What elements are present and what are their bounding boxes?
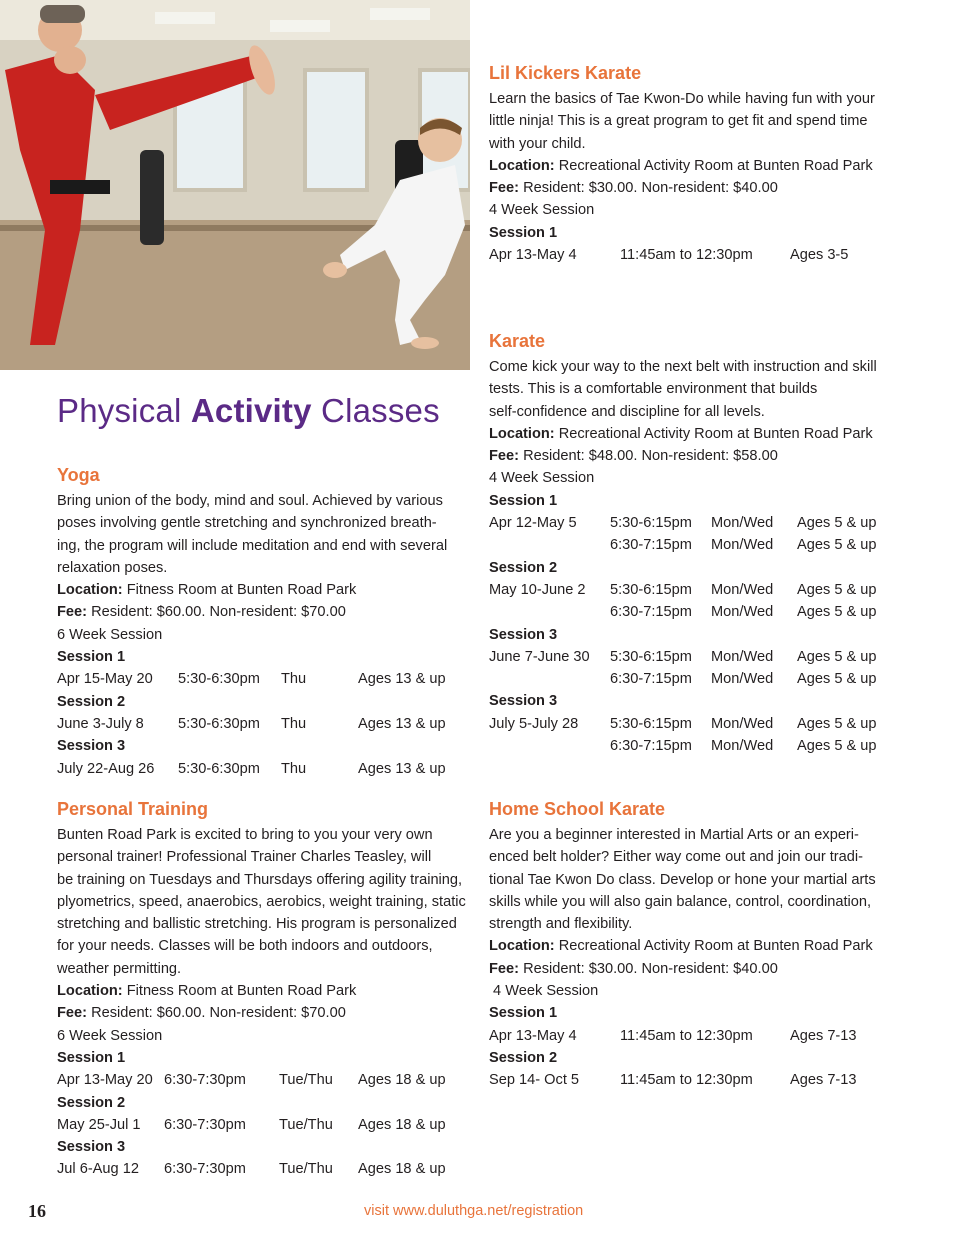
session-ages: Ages 5 & up xyxy=(797,537,877,554)
session-time: 11:45am to 12:30pm xyxy=(620,1072,753,1089)
session-dates: Apr 12-May 5 xyxy=(489,515,577,532)
session-ages: Ages 18 & up xyxy=(358,1072,446,1089)
session-time: 6:30-7:15pm xyxy=(610,604,692,621)
session-ages: Ages 18 & up xyxy=(358,1161,446,1178)
session-days: Mon/Wed xyxy=(711,648,774,665)
fee-line xyxy=(489,445,919,467)
session-row xyxy=(489,601,919,623)
session-row xyxy=(489,713,919,735)
page-number: 16 xyxy=(28,1201,46,1221)
session-label: Session 1 xyxy=(57,1049,126,1066)
session-time: 5:30-6:30pm xyxy=(178,760,260,777)
session-days: Tue/Thu xyxy=(279,1161,333,1178)
session-dates: Apr 13-May 4 xyxy=(489,1027,577,1044)
session-days: Mon/Wed xyxy=(711,581,774,598)
session-ages: Ages 5 & up xyxy=(797,671,877,688)
fee-value: Resident: $30.00. Non-resident: $40.00 xyxy=(519,180,778,197)
session-row xyxy=(57,1069,477,1091)
session-days: Tue/Thu xyxy=(279,1072,333,1089)
desc-line: Bunten Road Park is excited to bring to you your very own xyxy=(57,827,433,843)
session-label: Session 3 xyxy=(57,738,126,755)
location-label: Location: xyxy=(489,425,555,442)
session-days: Mon/Wed xyxy=(711,715,774,732)
section-title: Yoga xyxy=(57,465,100,485)
session-time: 5:30-6:15pm xyxy=(610,715,692,732)
session-row xyxy=(57,668,477,690)
desc-line: tional Tae Kwon Do class. Develop or hone your martial arts xyxy=(489,871,876,888)
karate-kick-photo xyxy=(0,0,470,370)
session-time: 6:30-7:30pm xyxy=(164,1072,246,1089)
session-label: Session 1 xyxy=(57,649,126,666)
session-row xyxy=(57,713,477,735)
lil-kickers-section xyxy=(489,61,919,266)
location-value: Recreational Activity Room at Bunten Road Park xyxy=(554,425,873,442)
fee-line xyxy=(489,958,919,980)
desc-line: weather permitting. xyxy=(57,960,182,977)
session-ages: Ages 3-5 xyxy=(790,247,849,264)
session-days: Mon/Wed xyxy=(711,671,774,688)
session-dates: June 7-June 30 xyxy=(489,648,590,665)
session-ages: Ages 5 & up xyxy=(797,604,877,621)
session-row xyxy=(489,244,919,266)
location-label: Location: xyxy=(57,983,123,1000)
session-days: Thu xyxy=(281,671,307,688)
session-days: Thu xyxy=(281,760,307,777)
session-dates: Apr 13-May 4 xyxy=(489,247,577,264)
location-line xyxy=(489,935,919,957)
fee-value: Resident: $60.00. Non-resident: $70.00 xyxy=(87,604,346,621)
desc-line: stretching and ballistic stretching. His program is personalized xyxy=(57,916,457,933)
duration: 4 Week Session xyxy=(489,470,595,487)
fee-line xyxy=(57,1002,477,1024)
home-school-karate-section xyxy=(489,797,919,1092)
fee-label: Fee: xyxy=(57,1005,88,1022)
session-ages: Ages 5 & up xyxy=(797,738,877,755)
desc-line: for your needs. Classes will be both indoors and outdoors, xyxy=(57,938,433,955)
title-bold: Activity xyxy=(190,392,312,429)
section-title: Lil Kickers Karate xyxy=(489,63,642,83)
session-time: 6:30-7:30pm xyxy=(164,1116,246,1133)
session-row xyxy=(489,668,919,690)
session-label: Session 2 xyxy=(489,1049,558,1066)
session-time: 6:30-7:15pm xyxy=(610,537,692,554)
session-row xyxy=(489,534,919,556)
session-label: Session 2 xyxy=(489,559,558,576)
personal-training-section xyxy=(57,797,477,1181)
fee-value: Resident: $60.00. Non-resident: $70.00 xyxy=(87,1005,346,1022)
session-label: Session 1 xyxy=(489,492,558,509)
fee-label: Fee: xyxy=(57,604,88,621)
duration: 6 Week Session xyxy=(57,1027,163,1044)
fee-line xyxy=(57,601,477,623)
session-ages: Ages 5 & up xyxy=(797,648,877,665)
session-row xyxy=(57,1114,477,1136)
duration: 4 Week Session xyxy=(489,202,595,219)
location-line xyxy=(57,579,477,601)
session-days: Mon/Wed xyxy=(711,537,774,554)
session-days: Mon/Wed xyxy=(711,738,774,755)
location-label: Location: xyxy=(489,938,555,955)
session-days: Tue/Thu xyxy=(279,1116,333,1133)
session-time: 5:30-6:30pm xyxy=(178,671,260,688)
session-label: Session 3 xyxy=(489,693,558,710)
session-ages: Ages 5 & up xyxy=(797,515,877,532)
session-row xyxy=(489,512,919,534)
duration: 4 Week Session xyxy=(489,983,599,1000)
session-dates: May 10-June 2 xyxy=(489,581,586,598)
session-row xyxy=(489,646,919,668)
session-label: Session 3 xyxy=(489,626,558,643)
desc-line: Bring union of the body, mind and soul. Achieved by various xyxy=(57,493,443,509)
session-ages: Ages 5 & up xyxy=(797,715,877,732)
session-time: 11:45am to 12:30pm xyxy=(620,247,753,264)
session-row xyxy=(57,758,477,780)
duration: 6 Week Session xyxy=(57,626,163,643)
location-value: Recreational Activity Room at Bunten Road Park xyxy=(554,157,873,174)
title-suffix: Classes xyxy=(311,392,440,429)
fee-label: Fee: xyxy=(489,960,520,977)
location-line xyxy=(489,155,919,177)
session-label: Session 2 xyxy=(57,693,126,710)
session-ages: Ages 13 & up xyxy=(358,715,446,732)
session-ages: Ages 7-13 xyxy=(790,1027,857,1044)
location-label: Location: xyxy=(57,582,123,599)
session-time: 6:30-7:30pm xyxy=(164,1161,246,1178)
desc-line: strength and flexibility. xyxy=(489,916,633,933)
session-dates: July 22-Aug 26 xyxy=(57,760,155,777)
session-label: Session 1 xyxy=(489,1005,558,1022)
fee-value: Resident: $48.00. Non-resident: $58.00 xyxy=(519,448,778,465)
desc-line: ing, the program will include meditation and end with several xyxy=(57,537,448,554)
session-days: Mon/Wed xyxy=(711,604,774,621)
fee-label: Fee: xyxy=(489,180,520,197)
section-title: Karate xyxy=(489,331,546,351)
session-ages: Ages 5 & up xyxy=(797,581,877,598)
desc-line: relaxation poses. xyxy=(57,559,168,576)
desc-line: Are you a beginner interested in Martial Arts or an experi- xyxy=(489,827,859,843)
desc-line: enced belt holder? Either way come out and join our tradi- xyxy=(489,849,863,866)
session-days: Mon/Wed xyxy=(711,515,774,532)
session-time: 5:30-6:15pm xyxy=(610,648,692,665)
fee-line xyxy=(489,177,919,199)
session-row xyxy=(489,579,919,601)
desc-line: skills while you will also gain balance, control, coordination, xyxy=(489,893,872,910)
title-prefix: Physical xyxy=(57,392,191,429)
session-time: 5:30-6:30pm xyxy=(178,715,260,732)
desc-line: poses involving gentle stretching and synchronized breath- xyxy=(57,515,437,532)
session-days: Thu xyxy=(281,715,307,732)
desc-line: be training on Tuesdays and Thursdays offering agility training, xyxy=(57,871,463,888)
session-time: 6:30-7:15pm xyxy=(610,671,692,688)
page-title xyxy=(57,392,440,430)
session-row xyxy=(489,735,919,757)
section-title: Home School Karate xyxy=(489,799,666,819)
fee-value: Resident: $30.00. Non-resident: $40.00 xyxy=(519,960,778,977)
section-title: Personal Training xyxy=(57,799,209,819)
desc-line: plyometrics, speed, anaerobics, aerobics, weight training, static xyxy=(57,893,466,910)
session-row xyxy=(489,1069,919,1091)
session-dates: Apr 15-May 20 xyxy=(57,671,153,688)
session-ages: Ages 18 & up xyxy=(358,1116,446,1133)
desc-line: tests. This is a comfortable environment that builds xyxy=(489,381,818,398)
desc-line: personal trainer! Professional Trainer Charles Teasley, will xyxy=(57,849,432,866)
registration-link[interactable]: visit www.duluthga.net/registration xyxy=(364,1203,584,1219)
desc-line: Come kick your way to the next belt with instruction and skill xyxy=(489,359,877,375)
session-time: 6:30-7:15pm xyxy=(610,738,692,755)
session-label: Session 3 xyxy=(57,1139,126,1156)
session-dates: June 3-July 8 xyxy=(57,715,144,732)
session-dates: May 25-Jul 1 xyxy=(57,1116,141,1133)
session-time: 11:45am to 12:30pm xyxy=(620,1027,753,1044)
session-time: 5:30-6:15pm xyxy=(610,515,692,532)
desc-line: self-confidence and discipline for all levels. xyxy=(489,403,765,420)
yoga-section xyxy=(57,463,477,780)
session-dates: Jul 6-Aug 12 xyxy=(57,1161,139,1178)
session-row xyxy=(489,1025,919,1047)
session-label: Session 1 xyxy=(489,224,558,241)
session-row xyxy=(57,1158,477,1180)
session-dates: Apr 13-May 20 xyxy=(57,1072,153,1089)
location-value: Fitness Room at Bunten Road Park xyxy=(122,582,357,599)
location-line xyxy=(57,980,477,1002)
desc-line: little ninja! This is a great program to get fit and spend time xyxy=(489,113,868,130)
fee-label: Fee: xyxy=(489,448,520,465)
location-line xyxy=(489,423,919,445)
location-value: Recreational Activity Room at Bunten Road Park xyxy=(554,938,873,955)
location-value: Fitness Room at Bunten Road Park xyxy=(122,983,357,1000)
session-ages: Ages 7-13 xyxy=(790,1072,857,1089)
session-ages: Ages 13 & up xyxy=(358,760,446,777)
session-ages: Ages 13 & up xyxy=(358,671,446,688)
karate-section xyxy=(489,329,919,757)
desc-line: with your child. xyxy=(489,135,586,152)
desc-line: Learn the basics of Tae Kwon-Do while having fun with your xyxy=(489,91,875,107)
session-label: Session 2 xyxy=(57,1094,126,1111)
location-label: Location: xyxy=(489,157,555,174)
session-time: 5:30-6:15pm xyxy=(610,581,692,598)
session-dates: July 5-July 28 xyxy=(489,715,579,732)
session-dates: Sep 14- Oct 5 xyxy=(489,1072,580,1089)
